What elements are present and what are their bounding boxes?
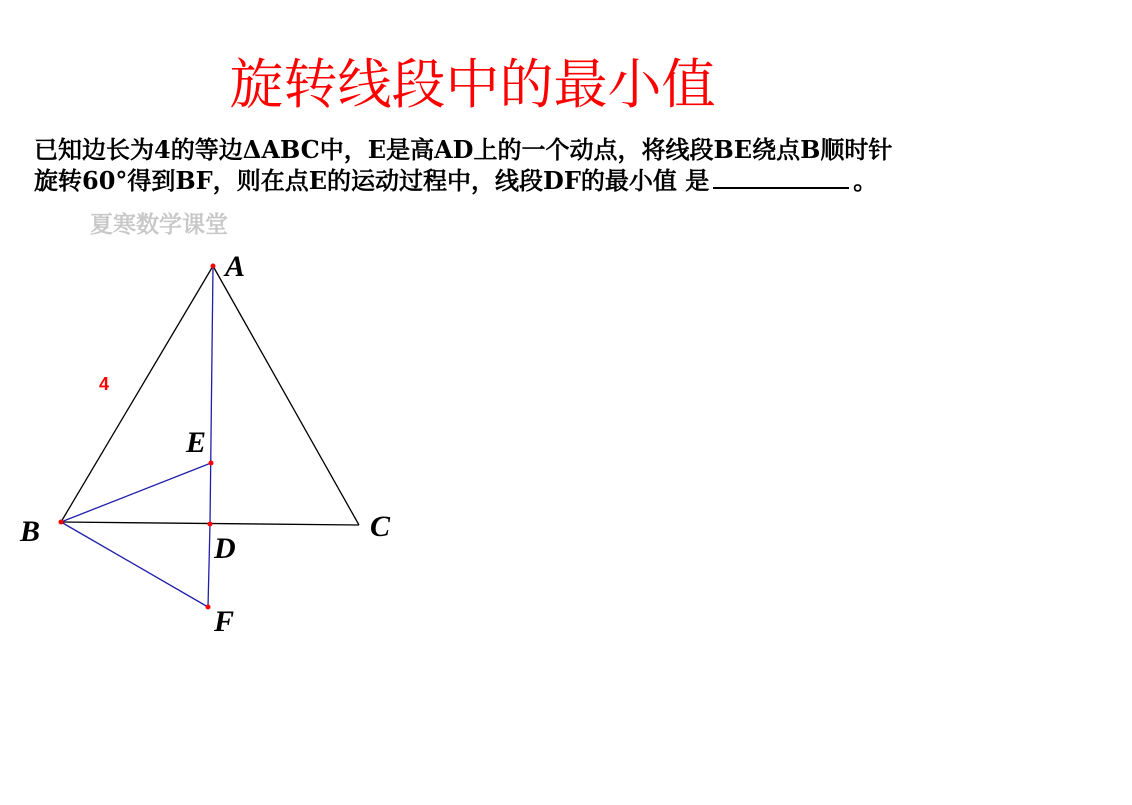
point-e-dot [209, 461, 214, 466]
label-f: F [214, 605, 235, 638]
side-ac [213, 266, 359, 525]
page-title: 旋转线段中的最小值 [229, 53, 716, 116]
point-f-dot [206, 605, 211, 610]
segment-be [61, 463, 211, 522]
segment-df [208, 524, 210, 607]
label-d: D [214, 532, 236, 565]
watermark: 夏寒数学课堂 [90, 211, 228, 238]
side-ab [61, 266, 213, 522]
point-a-dot [211, 264, 216, 269]
segment-ad [210, 266, 213, 524]
problem-line-1: 已知边长为4的等边ΔABC中，E是高AD上的一个动点，将线段BE绕点B顺时针 [34, 135, 893, 164]
problem-line-2-end: 。 [853, 166, 878, 195]
point-b-dot [59, 520, 64, 525]
label-b: B [20, 515, 41, 548]
label-a: A [225, 250, 246, 283]
point-d-dot [208, 522, 213, 527]
label-e: E [186, 426, 207, 459]
segment-bf [61, 522, 208, 607]
problem-line-2-text: 旋转60°得到BF，则在点E的运动过程中，线段DF的最小值 是 [34, 166, 710, 195]
label-c: C [370, 510, 391, 543]
side-length-label: 4 [99, 374, 110, 394]
